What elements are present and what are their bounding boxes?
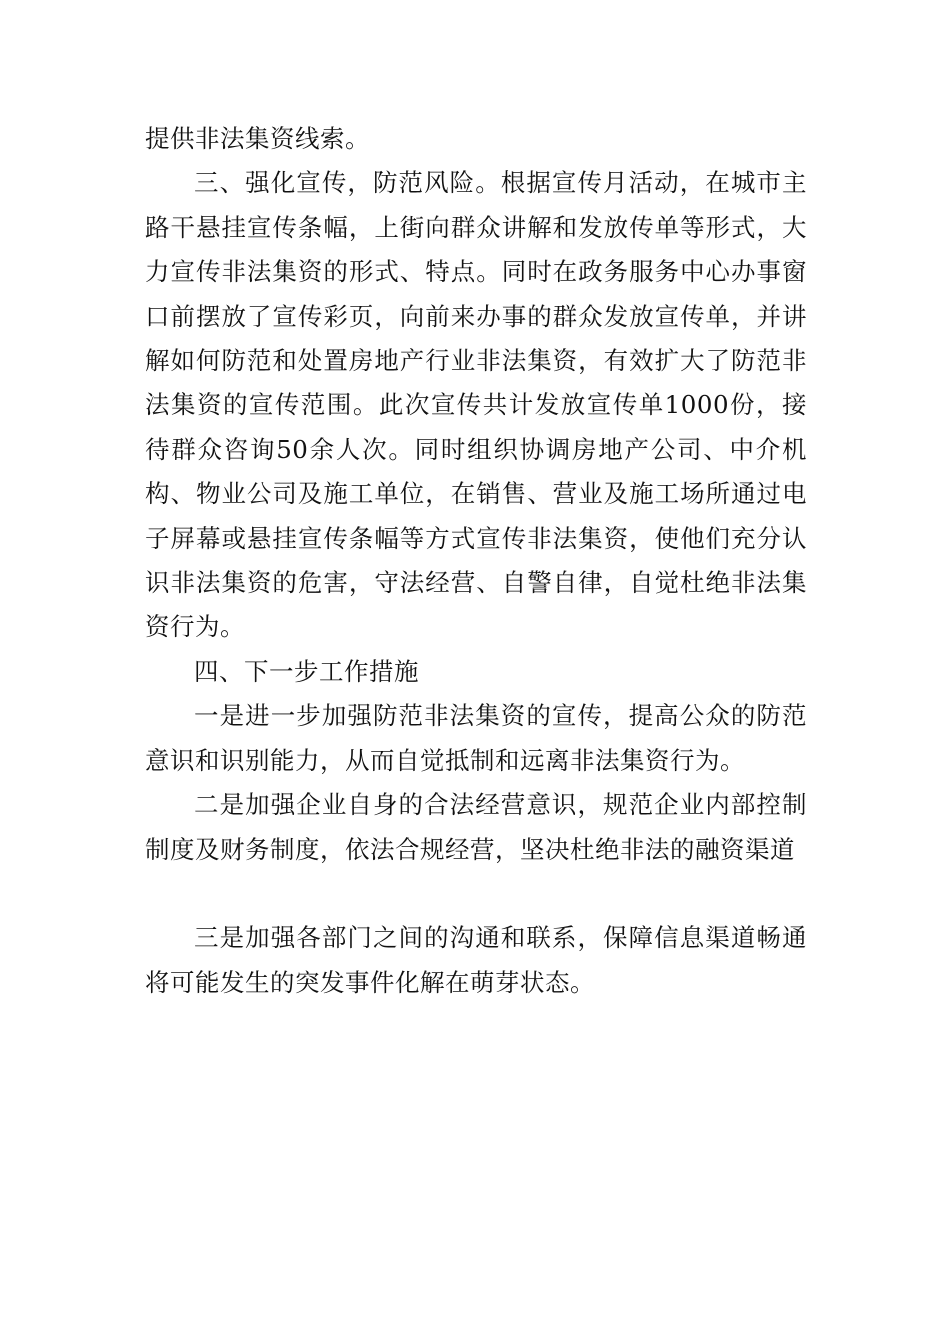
heading-section-four: 四、下一步工作措施: [194, 656, 419, 686]
blank-line: [145, 872, 807, 916]
paragraph-measure-one: 一是进一步加强防范非法集资的宣传，提高公众的防范意识和识别能力，从而自觉抵制和远离非法集资行为。: [145, 701, 807, 775]
paragraph-measure-two: 二是加强企业自身的合法经营意识，规范企业内部控制制度及财务制度，依法合规经营，坚决杜绝非法的融资渠道: [145, 790, 807, 864]
document-body: [145, 117, 807, 1005]
paragraph-measure-three: 三是加强各部门之间的沟通和联系，保障信息渠道畅通将可能发生的突发事件化解在萌芽状态。: [145, 923, 807, 997]
paragraph-section-three: 三、强化宣传，防范风险。根据宣传月活动，在城市主路干悬挂宣传条幅，上街向群众讲解和发放传单等形式，大力宣传非法集资的形式、特点。同时在政务服务中心办事窗口前摆放了宣传彩页，向前来办事的群众发放宣传单，并讲解如何防范和处置房地产行业非法集资，有效扩大了防范非法集资的宣传范围。此次宣传共计发放宣传单1000份，接待群众咨询50余人次。同时组织协调房地产公司、中介机构、物业公司及施工单位，在销售、营业及施工场所通过电子屏幕或悬挂宣传条幅等方式宣传非法集资，使他们充分认识非法集资的危害，守法经营、自警自律，自觉杜绝非法集资行为。: [145, 168, 807, 642]
paragraph-continuation: 提供非法集资线索。: [145, 124, 370, 153]
